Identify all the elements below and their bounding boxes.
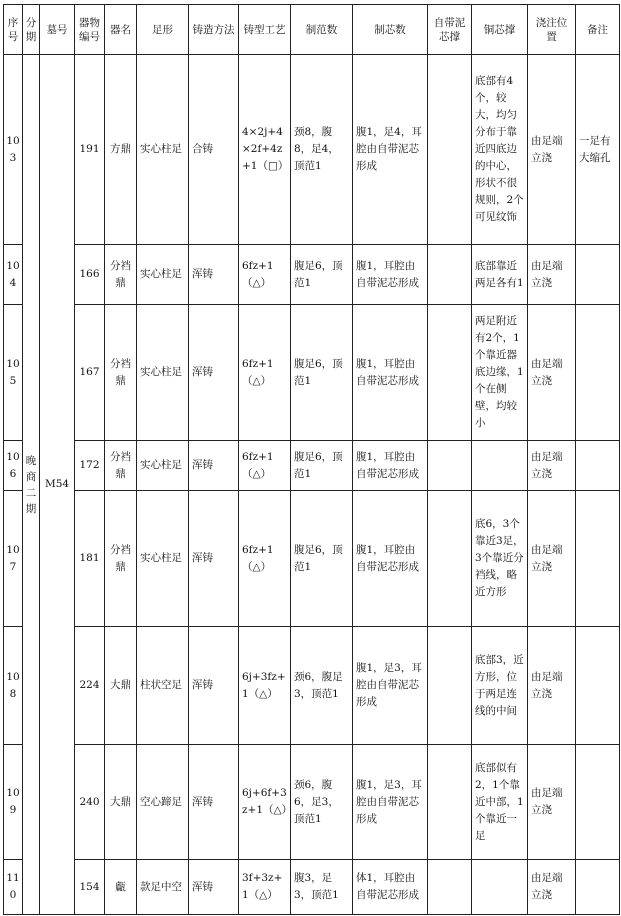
cell-core: 腹1，足4，耳腔由自带泥芯形成 (353, 55, 428, 245)
cell-id: 191 (75, 55, 105, 245)
header-period: 分期 (23, 5, 40, 55)
cell-period: 晚商二期 (23, 55, 40, 915)
cell-fan: 颈6，腹足3，顶范1 (291, 627, 353, 745)
cell-fan: 腹足6，顶范1 (291, 491, 353, 627)
cell-mold: 6j+3fz+1（△） (239, 627, 291, 745)
cell-name: 分裆鼎 (105, 491, 137, 627)
cell-core: 体1，耳腔由自带泥芯形成 (353, 860, 428, 915)
cell-note (576, 441, 620, 491)
cell-self (428, 441, 472, 491)
cell-note: 一足有大缩孔 (576, 55, 620, 245)
cell-self (428, 860, 472, 915)
cell-no: 109 (4, 745, 23, 860)
cell-copper: 两足附近有2个，1个靠近器底边缘，1个在侧壁，均较小 (472, 305, 528, 441)
cell-note (576, 627, 620, 745)
cell-method: 浑铸 (189, 860, 239, 915)
cell-note (576, 860, 620, 915)
cell-name: 分裆鼎 (105, 441, 137, 491)
cell-mold: 4×2j+4×2f+4z+1（□） (239, 55, 291, 245)
table-row (4, 860, 620, 915)
header-copper: 铜芯撑 (472, 5, 528, 55)
header-method: 铸造方法 (189, 5, 239, 55)
cell-foot: 柱状空足 (137, 627, 189, 745)
cell-self (428, 491, 472, 627)
cell-fan: 腹足6，顶范1 (291, 245, 353, 305)
cell-name: 分裆鼎 (105, 305, 137, 441)
cell-pour: 由足端立浇 (528, 441, 576, 491)
cell-copper: 底部似有2，1个靠近中部，1个靠近一足 (472, 745, 528, 860)
cell-method: 浑铸 (189, 245, 239, 305)
cell-id: 166 (75, 245, 105, 305)
cell-id: 224 (75, 627, 105, 745)
cell-fan: 腹足6，顶范1 (291, 441, 353, 491)
cell-name: 大鼎 (105, 745, 137, 860)
cell-self (428, 55, 472, 245)
cell-no: 110 (4, 860, 23, 915)
header-foot: 足形 (137, 5, 189, 55)
cell-note (576, 745, 620, 860)
cell-foot: 实心柱足 (137, 491, 189, 627)
cell-note (576, 245, 620, 305)
cell-id: 181 (75, 491, 105, 627)
cell-copper (472, 441, 528, 491)
header-core: 制芯数 (353, 5, 428, 55)
cell-mold: 6fz+1（△） (239, 441, 291, 491)
header-note: 备注 (576, 5, 620, 55)
cell-self (428, 627, 472, 745)
cell-copper: 底6，3个靠近3足，3个靠近分裆线，略近方形 (472, 491, 528, 627)
cell-name: 方鼎 (105, 55, 137, 245)
cell-method: 合铸 (189, 55, 239, 245)
cell-method: 浑铸 (189, 305, 239, 441)
cell-self (428, 305, 472, 441)
cell-pour: 由足端立浇 (528, 55, 576, 245)
cell-method: 浑铸 (189, 745, 239, 860)
cell-no: 108 (4, 627, 23, 745)
cell-id: 240 (75, 745, 105, 860)
cell-foot: 空心蹄足 (137, 745, 189, 860)
cell-note (576, 305, 620, 441)
cell-tomb: M54 (40, 55, 75, 915)
table-row (4, 245, 620, 305)
cell-self (428, 745, 472, 860)
header-self: 自带泥芯撑 (428, 5, 472, 55)
header-no: 序号 (4, 5, 23, 55)
cell-method: 浑铸 (189, 441, 239, 491)
cell-method: 浑铸 (189, 491, 239, 627)
header-row (4, 5, 620, 55)
cell-note (576, 491, 620, 627)
cell-mold: 6j+6f+3z+1（△） (239, 745, 291, 860)
cell-no: 104 (4, 245, 23, 305)
cell-no: 105 (4, 305, 23, 441)
cell-core: 腹1，足3，耳腔由自带泥芯形成 (353, 745, 428, 860)
cell-foot: 实心柱足 (137, 305, 189, 441)
cell-name: 大鼎 (105, 627, 137, 745)
cell-foot: 款足中空 (137, 860, 189, 915)
cell-core: 腹1，耳腔由自带泥芯形成 (353, 245, 428, 305)
table-row (4, 491, 620, 627)
cell-foot: 实心柱足 (137, 55, 189, 245)
cell-copper: 底部有4个，较大，均匀分布于靠近四底边的中心，形状不很规则，2个可见纹饰 (472, 55, 528, 245)
table-row (4, 441, 620, 491)
cell-no: 106 (4, 441, 23, 491)
cell-core: 腹1，耳腔由自带泥芯形成 (353, 441, 428, 491)
cell-pour: 由足端立浇 (528, 491, 576, 627)
cell-pour: 由足端立浇 (528, 627, 576, 745)
cell-id: 172 (75, 441, 105, 491)
cell-core: 腹1，耳腔由自带泥芯形成 (353, 305, 428, 441)
cell-copper: 底部靠近两足各有1 (472, 245, 528, 305)
cell-mold: 6fz+1（△） (239, 491, 291, 627)
table-row (4, 55, 620, 245)
cell-foot: 实心柱足 (137, 245, 189, 305)
header-mold: 铸型工艺 (239, 5, 291, 55)
cell-name: 甗 (105, 860, 137, 915)
cell-copper: 底部3，近方形，位于两足连线的中间 (472, 627, 528, 745)
cell-pour: 由足端立浇 (528, 305, 576, 441)
header-tomb: 墓号 (40, 5, 75, 55)
cell-no: 107 (4, 491, 23, 627)
header-name: 器名 (105, 5, 137, 55)
cell-id: 167 (75, 305, 105, 441)
cell-fan: 腹3，足3，顶范1 (291, 860, 353, 915)
cell-pour: 由足端立浇 (528, 745, 576, 860)
cell-fan: 颈8，腹8，足4，顶范1 (291, 55, 353, 245)
table-row (4, 745, 620, 860)
cell-pour: 由足端立浇 (528, 245, 576, 305)
cell-mold: 3f+3z+1（△） (239, 860, 291, 915)
cell-core: 腹1，足3，耳腔由自带泥芯形成 (353, 627, 428, 745)
cell-fan: 腹足6，顶范1 (291, 305, 353, 441)
cell-mold: 6fz+1（△） (239, 305, 291, 441)
cell-core: 腹1，耳腔由自带泥芯形成 (353, 491, 428, 627)
table-row (4, 305, 620, 441)
cell-copper (472, 860, 528, 915)
header-fan: 制范数 (291, 5, 353, 55)
header-pour: 浇注位置 (528, 5, 576, 55)
cell-fan: 颈6，腹6，足3，顶范1 (291, 745, 353, 860)
cell-name: 分裆鼎 (105, 245, 137, 305)
cell-mold: 6fz+1（△） (239, 245, 291, 305)
cell-method: 浑铸 (189, 627, 239, 745)
table-row (4, 627, 620, 745)
cell-pour: 由足端立浇 (528, 860, 576, 915)
header-id: 器物编号 (75, 5, 105, 55)
cell-self (428, 245, 472, 305)
cell-foot: 实心柱足 (137, 441, 189, 491)
casting-table (3, 4, 620, 915)
cell-no: 103 (4, 55, 23, 245)
cell-id: 154 (75, 860, 105, 915)
